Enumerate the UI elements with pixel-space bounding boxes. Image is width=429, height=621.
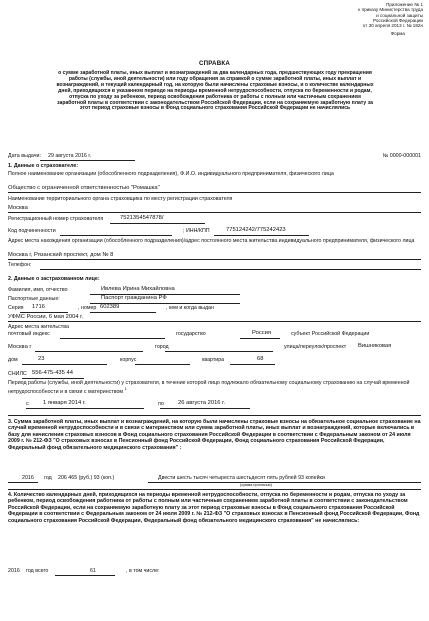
period-from-value: 1 января 2014 г. <box>43 400 86 406</box>
territorial-label: Наименование территориального органа страховщика по месту регистрации страхователя <box>8 196 233 202</box>
fio-row <box>8 287 421 293</box>
issue-date-underline <box>40 160 135 161</box>
country-value: Россия <box>252 330 272 336</box>
issue-row <box>8 153 421 159</box>
street-value: Вишняковая <box>358 343 392 349</box>
phone-label: Телефон: <box>8 262 32 268</box>
snils-underline <box>22 378 84 379</box>
section-divider-2 <box>8 489 421 490</box>
passport-label: Паспортные данные: <box>8 296 60 302</box>
country-underline <box>240 338 280 339</box>
series-label: Серия <box>8 305 24 311</box>
period-to-underline <box>160 408 250 409</box>
document-title: СПРАВКА <box>198 60 231 67</box>
period-text-body: Период работы (службы, иной деятельности) у страхователя, в течение которой лицо подлежало обязательному социальному страхованию на случай временной нетрудоспособности и в связи с материнством <box>8 380 410 396</box>
section4-header: 4. Количество календарных дней, приходящихся на периоды временной нетрудоспособности, отпуска по беременности и родам, отпуска по уходу за ребенком, период освобождения работника от работы с полным или частичным сохранением заработной платы в соответствии с законодательством Российской Федерации, если на сохраняемую заработную плату за этот период страховые взносы в Фонд социального страхования Российской Федерации в соответствии с Федеральным законом от 24 июля 2009 г. № 212-ФЗ "О страховых взносах в Пенсионный фонд Российской Федерации, Фонд социального страхования Российской Федерации, Федеральный фонд обязательного медицинского страхования" не начислялись: <box>8 492 420 524</box>
appendix-block <box>303 2 423 37</box>
org-address-value: Москва г, Рязанский проспект, дом № 8 <box>8 252 114 258</box>
period-footnote: 1 <box>124 386 127 392</box>
snils-label: СНИЛС <box>8 371 27 377</box>
org-name-label: Полное наименование организации (обособленного подразделения), Ф.И.О. индивидуального предпринимателя, физического лица <box>8 171 334 177</box>
code-underline <box>60 235 172 236</box>
period-from-label: с <box>26 401 29 407</box>
series-row <box>8 305 421 311</box>
series-value: 1716 <box>32 304 45 310</box>
fio-label: Фамилия, имя, отчество <box>8 287 68 293</box>
section-divider <box>8 415 421 416</box>
section3-caption: (сумма прописью) <box>240 483 272 487</box>
reg-number-value: 7521354547878/ <box>120 215 164 221</box>
korpus-label: корпус <box>120 357 137 363</box>
org-name-underline <box>8 192 421 193</box>
appendix-line: Приложение № 1 <box>386 2 423 7</box>
period-to-value: 26 августа 2016 г. <box>178 400 226 406</box>
city-label: город <box>155 344 169 350</box>
postal-index-label: почтовый индекс <box>8 331 50 337</box>
appendix-line: от 30 апреля 2013 г. № 182н <box>362 23 423 29</box>
fio-value: Ивлева Ирина Михайловна <box>101 286 175 292</box>
postal-underline <box>60 338 165 339</box>
kvartira-value: 68 <box>257 356 264 362</box>
address-row-3 <box>8 357 421 363</box>
section4-year-suffix: год всего <box>26 568 49 574</box>
section3-year: 2016 <box>22 475 34 481</box>
residence-label: Адрес места жительства <box>8 324 69 330</box>
section4-year: 2016 <box>8 568 20 574</box>
issue-date-value: 29 августа 2016 г. <box>48 153 92 159</box>
series-underline <box>20 312 68 313</box>
section4-days-row <box>8 568 421 574</box>
reg-number-underline <box>110 223 205 224</box>
passport-number-label: , номер <box>78 305 97 311</box>
passport-value: Паспорт гражданина РФ <box>101 295 167 301</box>
passport-number-value: 602389 <box>100 304 120 310</box>
territorial-underline <box>8 212 421 213</box>
issued-by-label: , кем и когда выдан <box>166 305 214 311</box>
reg-number-row <box>8 216 421 222</box>
section4-days-underline <box>55 575 115 576</box>
period-from-underline <box>26 408 144 409</box>
issue-date-label: Дата выдачи: <box>8 153 41 159</box>
country-label: государство <box>176 331 206 337</box>
section4-tail: , в том числе: <box>126 568 160 574</box>
issued-by-value: УФМС России, 6 мая 2004 г. <box>8 314 84 320</box>
document-subtitle: о сумме заработной платы, иных выплат и вознаграждений за два календарных года, предшествующих году прекращения работы (службы, иной деятельности) или году обращения за справкой о сумме заработной платы, иных выплат и вознаграждений, и текущий календарный год, на которую были начислены страховые взносы, и о количестве календарных дней, приходящихся в указанном периоде на периоды временной нетрудоспособности, отпуска по беременности и родам, отпуска по уходу за ребенком, период освобождения работника от работы с полным или частичным сохранением заработной платы в соответствии с законодательством Российской Федерации, если на сохраняемую заработную плату за этот период страховые взносы в Фонд социального страхования Российской Федерации не начислялись <box>56 70 374 112</box>
city-underline <box>35 351 143 352</box>
address-row-1 <box>8 331 421 337</box>
code-inn-row <box>8 228 421 234</box>
section3-year-suffix: год <box>44 475 52 481</box>
korpus-underline <box>135 364 190 365</box>
org-address-label: Адрес места нахождения организации (обособленного подразделения)/адрес постоянного места жительства индивидуального предпринимателя, физического лица <box>8 238 415 244</box>
period-to-label: по <box>158 401 164 407</box>
section3-amount: 206 465 (руб.) 93 (коп.) <box>58 475 115 481</box>
inn-underline <box>214 235 309 236</box>
number-underline <box>90 312 156 313</box>
city-name-underline <box>165 351 273 352</box>
appendix-line: к приказу Министерства труда <box>358 7 423 13</box>
section3-words-underline <box>148 482 421 483</box>
period-text <box>8 380 413 396</box>
territorial-value: Москва <box>8 205 28 211</box>
subordination-code-label: Код подчиненности <box>8 228 56 234</box>
house-label: дом <box>8 357 18 363</box>
subject-label: субъект Российской Федерации <box>291 331 370 337</box>
section1-header: 1. Данные о страхователе: <box>8 163 79 169</box>
inn-kpp-value: 775124242/775242423 <box>226 227 286 233</box>
snils-row <box>8 371 421 377</box>
house-value: 23 <box>38 356 45 362</box>
certificate-number: № 0000-000001 <box>382 153 421 159</box>
appendix-line: Российской Федерации <box>373 17 423 23</box>
address-row-2 <box>8 344 421 350</box>
issued-by-underline <box>8 321 421 322</box>
house-underline <box>22 364 107 365</box>
org-address-underline <box>8 259 421 260</box>
section3-amount-words: Двести шесть тысяч четыреста шестьдесят пять рублей 93 копейки <box>158 475 325 481</box>
snils-value: 556-475-435 44 <box>32 370 73 376</box>
phone-underline <box>40 269 421 270</box>
section3-header: 3. Сумма заработной платы, иных выплат и вознаграждений, на которую были начислены страховые взносы на обязательное социальное страхование на случай временной нетрудоспособности и в связи с материнством или сумма заработной платы, иных выплат и вознаграждений, которые включались в базу для начисления страховых взносов в Фонд социального страхования Российской Федерации в соответствии с Федеральным законом от 24 июля 2009 г. № 212-ФЗ "О страховых взносах в Пенсионный фонд Российской Федерации, Фонд социального страхования Российской Федерации, Федеральный фонд обязательного медицинского страхования" : <box>8 419 421 451</box>
appendix-line: и социальной защиты <box>376 12 423 18</box>
section3-year-underline <box>8 482 38 483</box>
org-name-value: Общество с ограниченной ответственностью "Ромашка" <box>8 185 160 191</box>
passport-row <box>8 296 421 302</box>
reg-number-label: Регистрационный номер страхователя <box>8 216 104 222</box>
city-value: Москва г <box>8 344 32 350</box>
street-label: улица/переулок/проспект <box>284 344 347 350</box>
section4-days: 61 <box>90 568 96 574</box>
kvartira-label: квартира <box>202 357 225 363</box>
inn-kpp-label: ; ИНН/КПП <box>183 228 210 234</box>
kvartira-underline <box>230 364 275 365</box>
form-label: Форма <box>390 31 405 37</box>
section2-header: 2. Данные о застрахованном лице: <box>8 276 100 282</box>
